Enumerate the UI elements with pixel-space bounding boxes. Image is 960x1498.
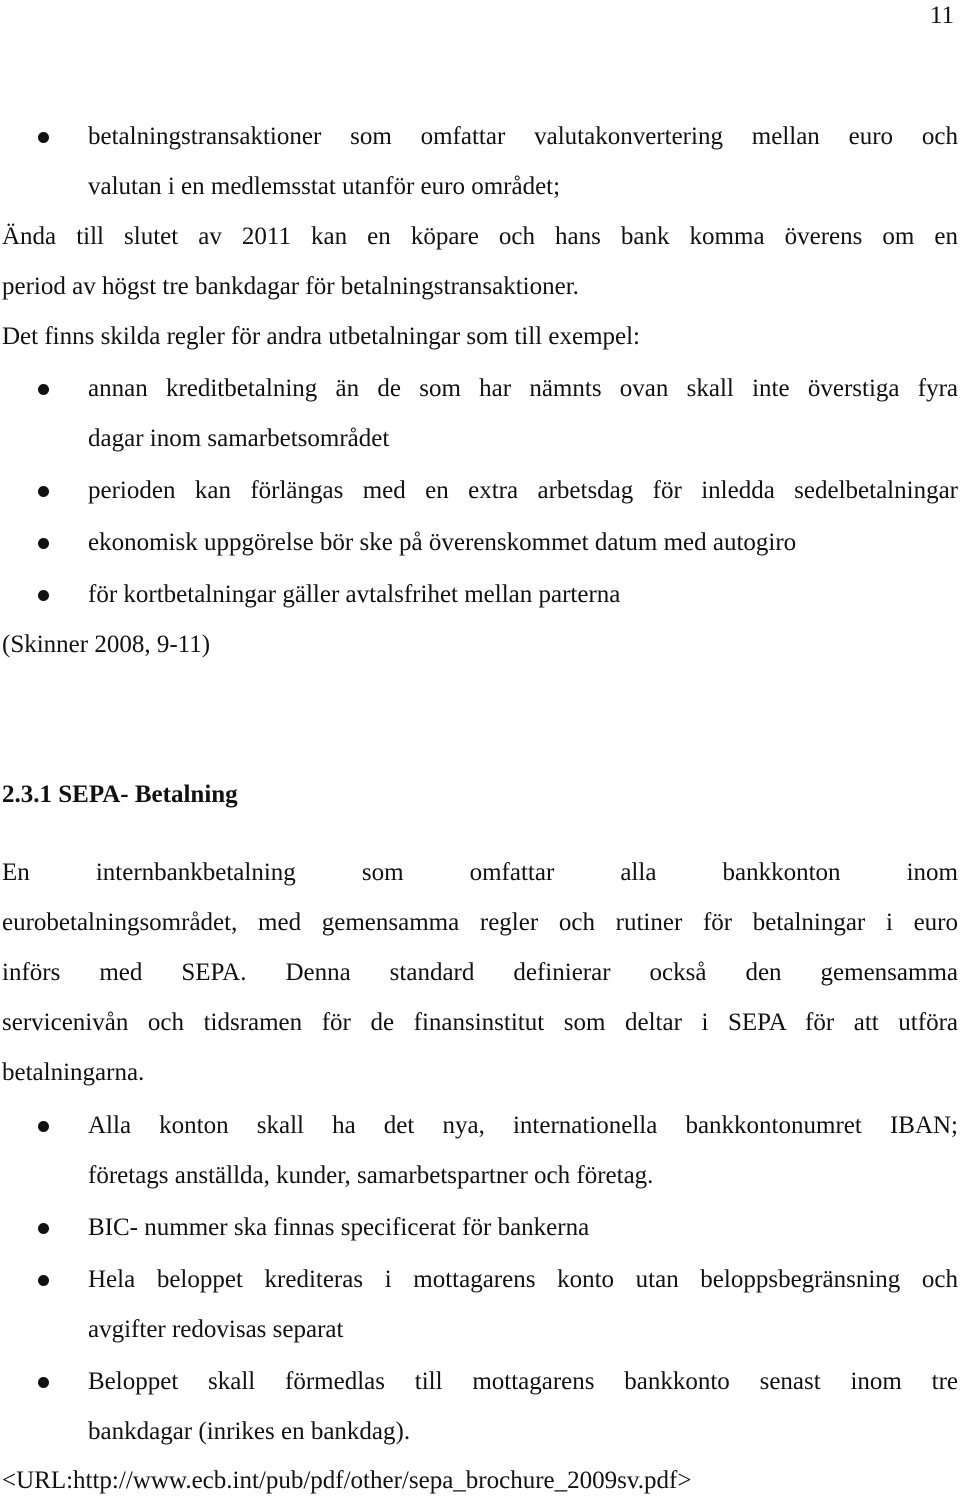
list-item-line: företags anställda, kunder, samarbetspartner och företag.: [88, 1162, 654, 1189]
list-item-line: ekonomisk uppgörelse bör ske på överenskommet datum med autogiro: [88, 529, 797, 556]
list-item-line: BIC- nummer ska finnas specificerat för bankerna: [88, 1214, 590, 1241]
list-item-line: valutan i en medlemsstat utanför euro området;: [88, 173, 561, 200]
bullet-icon: [38, 1377, 49, 1388]
citation: (Skinner 2008, 9-11): [2, 631, 211, 658]
list-item-line: annan kreditbetalning än de som har nämnts ovan skall inte överstiga fyra: [88, 375, 958, 402]
bullet-icon: [38, 590, 49, 601]
list-item-line: dagar inom samarbetsområdet: [88, 425, 390, 452]
list-item-line: avgifter redovisas separat: [88, 1316, 344, 1343]
bullet-icon: [38, 486, 49, 497]
bullet-icon: [38, 132, 49, 143]
list-item-line: för kortbetalningar gäller avtalsfrihet mellan parterna: [88, 581, 621, 608]
paragraph-line: servicenivån och tidsramen för de finansinstitut som deltar i SEPA för att utföra: [2, 1009, 958, 1036]
paragraph-line: införs med SEPA. Denna standard definierar också den gemensamma: [2, 959, 958, 986]
paragraph-line: period av högst tre bankdagar för betalningstransaktioner.: [2, 273, 579, 300]
list-item-line: perioden kan förlängas med en extra arbetsdag för inledda sedelbetalningar: [88, 477, 958, 504]
paragraph-line: Ända till slutet av 2011 kan en köpare och hans bank komma överens om en: [2, 223, 958, 250]
section-heading: 2.3.1 SEPA- Betalning: [2, 781, 238, 808]
list-item-line: bankdagar (inrikes en bankdag).: [88, 1418, 411, 1445]
paragraph-line: Det finns skilda regler för andra utbetalningar som till exempel:: [2, 323, 641, 350]
bullet-icon: [38, 1121, 49, 1132]
list-item-line: Alla konton skall ha det nya, internationella bankkontonumret IBAN;: [88, 1112, 958, 1139]
list-item-line: Hela beloppet krediteras i mottagarens konto utan beloppsbegränsning och: [88, 1266, 958, 1293]
list-item-line: Beloppet skall förmedlas till mottagarens bankkonto senast inom tre: [88, 1368, 958, 1395]
bullet-icon: [38, 1275, 49, 1286]
paragraph-line: En internbankbetalning som omfattar alla bankkonton inom: [2, 859, 958, 886]
source-url: <URL:http://www.ecb.int/pub/pdf/other/sepa_brochure_2009sv.pdf>: [2, 1467, 692, 1494]
page-number: 11: [929, 2, 954, 29]
bullet-icon: [38, 384, 49, 395]
paragraph-line: eurobetalningsområdet, med gemensamma regler och rutiner för betalningar i euro: [2, 909, 958, 936]
paragraph-line: betalningarna.: [2, 1059, 145, 1086]
bullet-icon: [38, 538, 49, 549]
list-item-line: betalningstransaktioner som omfattar valutakonvertering mellan euro och: [88, 123, 958, 150]
bullet-icon: [38, 1223, 49, 1234]
